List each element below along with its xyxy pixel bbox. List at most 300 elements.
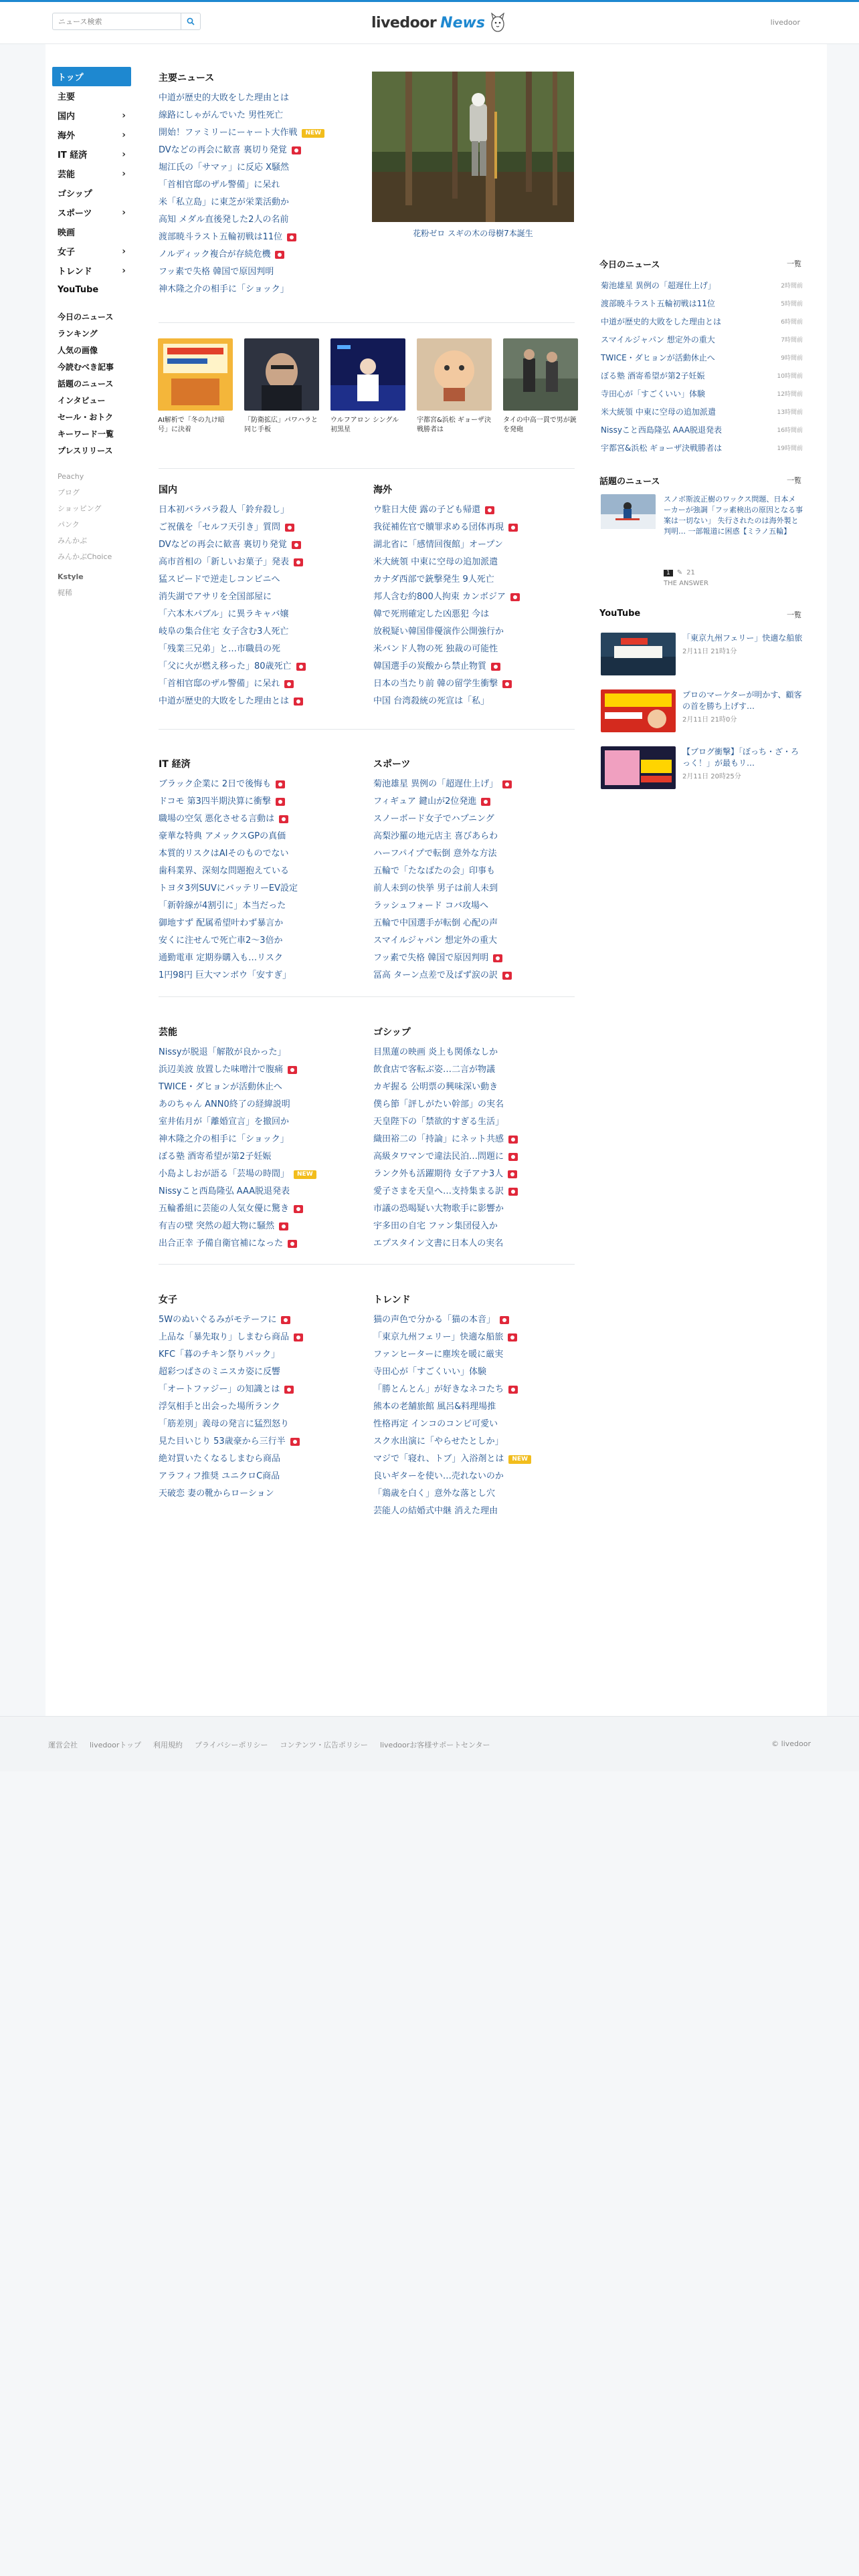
nav-item[interactable] (52, 222, 131, 241)
nav-ext-link[interactable]: パンク (58, 520, 80, 529)
nav-item-label: 海外 (58, 131, 76, 141)
news-link[interactable]: 僕ら節「評しがたい幹部」の実名 (373, 1099, 504, 1109)
topic-thumb (601, 494, 656, 529)
section-title-it[interactable]: IT 経済 (159, 759, 191, 770)
list-item (159, 623, 306, 641)
camera-icon (508, 1136, 518, 1144)
news-link[interactable]: カギ握る 公明票の興味深い動き (373, 1082, 498, 1092)
today-news-link[interactable]: Nissyこと西島隆弘 AAA脱退発表 (601, 425, 723, 435)
nav-item-label: 映画 (58, 228, 76, 238)
list-item (159, 211, 324, 229)
news-link[interactable]: ウ駐日大使 露の子ども帰還 (373, 505, 481, 515)
news-link[interactable]: 冨高 ターン点差で及ばず涙の訳 (373, 970, 498, 980)
nav-ext-link[interactable]: 梶稀 (58, 588, 72, 597)
nav-sub-item[interactable]: セール・おトク (58, 413, 114, 422)
news-link[interactable]: ハーフパイプで転倒 意外な方法 (373, 849, 497, 859)
list-item (373, 1079, 518, 1096)
news-link[interactable]: 日本の当たり前 韓の留学生衝撃 (373, 679, 498, 689)
news-link[interactable]: あのちゃん ANN0終了の経緯説明 (159, 1099, 290, 1109)
footer-link[interactable]: livedoorトップ (90, 1741, 142, 1749)
youtube-video-title: プロのマーケターが明かす、顧客の首を勝ち上げす… (682, 690, 802, 711)
today-news-link[interactable]: 米大統領 中東に空母の追加派遣 (601, 407, 716, 417)
list-item (159, 1311, 303, 1329)
divider (159, 729, 575, 730)
nav-item-label: 主要 (58, 92, 76, 102)
nav-sub-item[interactable]: ランキング (58, 329, 98, 338)
news-link[interactable]: TWICE・ダヒョンが活動休止へ (159, 1082, 282, 1092)
photo-thumb[interactable] (244, 338, 319, 435)
section-title-geinou[interactable]: 芸能 (159, 1027, 177, 1038)
news-link[interactable]: 菊池雄星 異例の「超遅仕上げ」 (373, 779, 498, 789)
list-item (373, 1398, 531, 1416)
news-link[interactable]: 渡部暁斗ラスト五輪初戦は11位 (159, 232, 283, 242)
thumb-caption: 宇都宮&浜松 ギョーザ決戦勝者は (417, 417, 491, 433)
photo-thumb[interactable] (330, 338, 405, 435)
list-item (373, 571, 520, 588)
news-link[interactable]: 消失湖でアサリを全国部屋に (159, 592, 272, 602)
news-link[interactable]: 前人未到の快挙 男子は前人未到 (373, 883, 498, 893)
thumb-image (158, 338, 233, 411)
topic-text: スノボ斯波正樹のワックス問題、日本メーカーが強調「フッ素検出の原因となる事案は一切ない」 失行されたのは海外製と判明… 一部報道に困惑【ミラノ五輪】 (664, 495, 803, 536)
nav-item[interactable] (52, 86, 131, 106)
news-link[interactable]: 目黒蓮の映画 炎上も関係なしか (373, 1047, 498, 1057)
camera-icon (510, 593, 520, 601)
featured-caption[interactable]: 花粉ゼロ スギの木の母樹7本誕生 (413, 229, 533, 238)
today-news-time: 9時間前 (781, 355, 803, 362)
search-icon (187, 17, 195, 25)
search-input[interactable] (53, 13, 191, 29)
news-link[interactable]: 芸能人の結婚式中継 消えた理由 (373, 1506, 498, 1516)
news-link[interactable]: 御地すず 配属希望叶わず暴言か (159, 918, 284, 928)
news-link[interactable]: DVなどの再会に歓喜 裏切り発覚 (159, 145, 287, 155)
search-button[interactable] (181, 13, 200, 29)
today-news-link[interactable]: 寺田心が「すごくいい」体験 (601, 389, 706, 399)
news-link[interactable]: エプスタイン文書に日本人の実名 (373, 1239, 504, 1249)
list-item (373, 880, 512, 897)
news-link[interactable]: 「残業三兄弟」と…市職員の死 (159, 644, 281, 654)
list-item (159, 1416, 303, 1433)
nav-item[interactable] (52, 280, 131, 300)
nav-item[interactable] (52, 203, 131, 222)
today-news-link[interactable]: TWICE・ダヒョンが活動休止へ (601, 353, 715, 362)
news-link[interactable]: 神木隆之介の相手に「ショック」 (159, 1134, 289, 1144)
news-link[interactable]: 超彩つばさのミニスカ姿に反響 (159, 1367, 281, 1377)
topic-source: THE ANSWER (664, 580, 708, 587)
section-list-it (159, 776, 298, 984)
camera-icon (294, 697, 303, 706)
list-item (159, 1061, 316, 1079)
news-link[interactable]: ブラック企業に 2日で後悔も (159, 779, 272, 789)
divider (159, 468, 575, 469)
news-link[interactable]: 飲食店で客転ぶ姿…二言が物議 (373, 1065, 496, 1075)
news-link[interactable]: 猛スピードで逆走しコンビニへ (159, 574, 280, 584)
photo-thumb[interactable] (417, 338, 492, 435)
news-link[interactable]: 米大統領 中東に空母の追加派遣 (373, 557, 498, 567)
youtube-video-date: 2月11日 20時25分 (682, 773, 741, 780)
youtube-text (682, 633, 802, 679)
news-link[interactable]: 豪華な特典 アメックスGPの真価 (159, 831, 286, 841)
nav-item[interactable] (52, 106, 131, 125)
news-link[interactable]: 安くに注せんで死亡車2〜3倍か (159, 936, 283, 946)
camera-icon (288, 1240, 297, 1248)
list-item (159, 1079, 316, 1096)
news-link[interactable]: 「東京九州フェリー」快適な船旅 (373, 1332, 504, 1342)
news-link[interactable]: 湖北省に「感情回復館」オープン (373, 540, 503, 550)
list-item (159, 675, 306, 693)
nav-sub-item[interactable]: プレスリリース (58, 446, 113, 455)
news-link[interactable]: 堀江氏の「サマァ」に反応 X騒然 (159, 163, 290, 173)
footer-links (48, 1739, 490, 1750)
list-item (373, 1096, 518, 1113)
news-link[interactable]: 「父に火が燃え移った」80歳死亡 (159, 661, 292, 671)
list-item (159, 1329, 303, 1346)
news-link[interactable]: 有吉の壁 突然の超大物に騒然 (159, 1221, 275, 1231)
news-link[interactable]: 米「私立島」に東芝が栄業活動か (159, 197, 290, 207)
camera-icon (294, 1333, 303, 1341)
news-link[interactable]: 浮気相手と出会った場所ランク (159, 1402, 280, 1412)
news-link[interactable]: 線路にしゃがんでいた 男性死亡 (159, 110, 284, 120)
news-link[interactable]: 「首相官邸のザル警備」に呆れ (159, 679, 280, 689)
chevron-right-icon: › (122, 148, 126, 160)
news-link[interactable]: マジで「寝れ、トブ」入浴剤とは (373, 1454, 504, 1464)
news-link[interactable]: 「六本木パブル」に異ラキャバ嬢 (159, 609, 289, 619)
news-link[interactable]: 職場の空気 悪化させる言動は (159, 814, 275, 824)
list-item (373, 1451, 531, 1468)
nav-item[interactable] (52, 261, 131, 280)
footer-link[interactable]: 運営会社 (48, 1741, 78, 1749)
copyright: © livedoor (771, 1739, 811, 1748)
nav-sub-item[interactable]: インタビュー (58, 396, 106, 405)
news-link[interactable]: スク水出演に「やらせたとしか」 (373, 1436, 504, 1446)
news-link[interactable]: 中道が歴史的大敗をした理由とは (159, 696, 290, 706)
today-news-link[interactable]: スマイルジャパン 想定外の重大 (601, 335, 715, 344)
news-link[interactable]: KFC「暮のチキン祭りパック」 (159, 1350, 280, 1360)
news-link[interactable]: アラフィフ推奨 ユニクロC商品 (159, 1471, 280, 1481)
camera-icon (294, 1205, 303, 1213)
photo-thumb[interactable] (158, 338, 233, 435)
camera-icon (281, 1316, 290, 1324)
comment-icon: ✎ (676, 569, 683, 576)
divider (159, 322, 575, 323)
news-link[interactable]: Nissyこと西島隆弘 AAA脱退発表 (159, 1186, 290, 1196)
news-link[interactable]: 「筋差別」義母の発言に猛烈怒り (159, 1419, 290, 1429)
news-link[interactable]: ドコモ 第3四半期決算に衝撃 (159, 796, 271, 807)
news-link[interactable]: 高市首相の「新しいお菓子」発表 (159, 557, 290, 567)
news-link[interactable]: トヨタ3列SUVにバッテリーEV設定 (159, 883, 298, 893)
today-news-more-link[interactable]: 一覧 (787, 259, 801, 268)
list-item (159, 776, 298, 793)
nav-item[interactable] (52, 164, 131, 183)
list-item (159, 588, 306, 606)
camera-icon (491, 663, 500, 671)
today-news-link[interactable]: 渡部暁斗ラスト五輪初戦は11位 (601, 299, 715, 308)
divider (159, 1264, 575, 1265)
main-news-list (159, 90, 324, 298)
list-item (159, 502, 306, 519)
nav-item[interactable] (52, 183, 131, 203)
nav-item-label: ゴシップ (58, 189, 92, 199)
news-link[interactable]: 上品な「暴先取り」しまむら商品 (159, 1332, 290, 1342)
list-item (373, 1364, 531, 1381)
section-title-sports[interactable]: スポーツ (373, 759, 411, 770)
featured-photo[interactable] (372, 72, 574, 222)
news-link[interactable]: 1円98円 巨大マンボウ「安すぎ」 (159, 970, 291, 980)
nav-sub-item[interactable]: 今日のニュース (58, 312, 114, 322)
youtube-text (682, 689, 803, 736)
list-item (373, 1131, 518, 1148)
news-link[interactable]: 五輪番組に芸能の人気女優に驚き (159, 1204, 290, 1214)
news-link[interactable]: 「勝とんとん」が好きなネコたち (373, 1384, 504, 1394)
site-logo[interactable] (371, 11, 506, 34)
news-link[interactable]: 本質的リスクはAIそのものでない (159, 849, 289, 859)
camera-icon (275, 251, 284, 259)
list-item (159, 811, 298, 828)
topic-news-more-link[interactable]: 一覧 (787, 476, 801, 485)
news-link[interactable]: 通勤電車 定期券購入も…リスク (159, 953, 283, 963)
list-item (159, 967, 298, 984)
news-link[interactable]: Nissyが脱退「解散が良かった」 (159, 1047, 286, 1057)
news-link[interactable]: ノルディック複合が存続危機 (159, 249, 271, 259)
news-link[interactable]: 中国 台湾殺統の死宣は「私」 (373, 696, 490, 706)
news-link[interactable]: 韓で死刑確定した凶悪犯 今は (373, 609, 490, 619)
news-link[interactable]: 高梨沙羅の地元店主 喜びあらわ (373, 831, 498, 841)
nav-sub-item[interactable]: 人気の画像 (58, 346, 98, 355)
nav-item[interactable] (52, 67, 131, 86)
camera-icon (508, 1170, 517, 1178)
list-item (373, 967, 512, 984)
news-link[interactable]: 高知 メダル直後発した2人の名前 (159, 215, 289, 225)
news-link[interactable]: 「オートファジー」の知識とは (159, 1384, 280, 1394)
news-link[interactable]: 寺田心が「すごくいい」体験 (373, 1367, 487, 1377)
list-item (373, 554, 520, 571)
camera-icon (294, 558, 303, 566)
camera-icon (508, 1386, 518, 1394)
news-link[interactable]: 良いギターを使い…売れないのか (373, 1471, 504, 1481)
camera-icon (502, 972, 512, 980)
divider (159, 996, 575, 997)
list-item (159, 1433, 303, 1451)
chevron-right-icon: › (122, 245, 126, 257)
news-link[interactable]: 歯科業界、深刻な問題抱えている (159, 866, 290, 876)
nav-sub-item[interactable]: キーワード一覧 (58, 429, 114, 439)
news-link[interactable]: 韓国選手の炭酸から禁止物質 (373, 661, 487, 671)
nav-item[interactable] (52, 241, 131, 261)
thumb-image (330, 338, 405, 411)
chevron-right-icon: › (122, 168, 126, 179)
news-link[interactable]: 米バンド人物の死 独裁の可能性 (373, 644, 498, 654)
chevron-right-icon: › (122, 129, 126, 140)
list-item (373, 828, 512, 845)
nav-ext-link[interactable]: みんかぶChoice (58, 552, 112, 561)
list-item (159, 177, 324, 194)
section-title-gossip[interactable]: ゴシップ (373, 1027, 411, 1038)
topic-news-card[interactable] (601, 494, 803, 588)
camera-icon (292, 146, 301, 154)
list-item (159, 897, 298, 915)
youtube-video-date: 2月11日 21時1分 (682, 648, 737, 655)
nav-item-label: 国内 (58, 112, 76, 122)
list-item (159, 229, 324, 246)
news-link[interactable]: ご祝儀を「セルフ天引き」質問 (159, 522, 281, 532)
today-news-time: 19時間前 (777, 445, 803, 452)
footer-link[interactable]: livedoorお客様サポートセンター (379, 1741, 490, 1749)
camera-icon (508, 1153, 518, 1161)
list-item (373, 915, 512, 932)
new-badge: NEW (294, 1170, 316, 1179)
nav-sub-item[interactable]: 今読むべき記事 (58, 362, 114, 372)
news-link[interactable]: 中道が歴史的大敗をした理由とは (159, 93, 290, 103)
news-link[interactable]: 市議の恐喝疑い大物歌手に影響か (373, 1204, 504, 1214)
nav-sub-item[interactable]: 話題のニュース (58, 379, 114, 389)
news-link[interactable]: 浜辺美波 放置した味噌汁で腹痛 (159, 1065, 284, 1075)
list-item (159, 246, 324, 263)
youtube-video-title: 【ブログ衝撃】「ぼっち・ざ・ろっく！」が最もリ… (682, 747, 799, 768)
list-item (159, 1235, 316, 1253)
list-item (373, 897, 512, 915)
header-livedoor-link[interactable]: livedoor (770, 18, 800, 27)
today-news-time: 6時間前 (781, 319, 803, 326)
today-news-time: 5時間前 (781, 301, 803, 308)
today-news-title: 今日のニュース (599, 260, 660, 270)
list-item (159, 863, 298, 880)
news-link[interactable]: 日本初バラバラ殺人「鈴弁殺し」 (159, 505, 290, 515)
snowboard-photo (601, 494, 656, 529)
news-link[interactable]: スノーボード女子でハプニング (373, 814, 494, 824)
news-link[interactable]: フッ素で失格 韓国で原因判明 (373, 953, 489, 963)
section-title-trend[interactable]: トレンド (373, 1295, 411, 1305)
camera-icon (296, 663, 306, 671)
news-link[interactable]: 織田裕二の「持論」にネット共感 (373, 1134, 504, 1144)
news-link[interactable]: 五輪で「たなばたの会」印事も (373, 866, 496, 876)
mascot-icon (489, 13, 506, 33)
list-item (159, 263, 324, 281)
topic-badge: 1 (664, 570, 673, 576)
news-link[interactable]: スマイルジャパン 想定外の重大 (373, 936, 498, 946)
camera-icon (279, 815, 288, 823)
list-item (159, 194, 324, 211)
list-item (373, 502, 520, 519)
youtube-item[interactable] (601, 689, 803, 736)
news-link[interactable]: ラッシュフォード コバ攻場へ (373, 901, 488, 911)
news-link[interactable]: 「鶏歳を白く」意外な落とし穴 (373, 1489, 496, 1499)
nav-item[interactable] (52, 125, 131, 144)
nav-ext-link[interactable]: Kstyle (58, 572, 84, 581)
news-link[interactable]: 邦人含む約800人拘束 カンボジア (373, 592, 506, 602)
news-link[interactable]: 小島よしおが語る「芸場の時間」 (159, 1169, 290, 1179)
nav-ext-link[interactable]: ブログ (58, 488, 80, 497)
news-link[interactable]: 見た目いじり 53歳豪から三行半 (159, 1436, 286, 1446)
news-link[interactable]: 開始！ファミリーにーャート大作戦 (159, 128, 298, 138)
news-link[interactable]: 猫の声色で分かる「猫の本音」 (373, 1315, 496, 1325)
news-link[interactable]: 神木隆之介の相手に「ショック」 (159, 284, 289, 294)
news-link[interactable]: ぼる塾 酒寄希望が第2子妊娠 (159, 1152, 272, 1162)
list-item (159, 1183, 316, 1200)
footer-link[interactable]: 利用規約 (153, 1741, 183, 1749)
list-item (159, 606, 306, 623)
news-link[interactable]: 天皇陛下の「禁欲的すぎる生活」 (373, 1117, 504, 1127)
list-item (373, 1381, 531, 1398)
news-link[interactable]: 岐阜の集合住宅 女子含む3人死亡 (159, 627, 289, 637)
camera-icon (500, 1316, 509, 1324)
chevron-right-icon: › (122, 207, 126, 218)
youtube-item[interactable] (601, 633, 803, 679)
youtube-more-link[interactable]: 一覧 (787, 611, 801, 619)
youtube-item[interactable] (601, 746, 803, 793)
camera-icon (508, 1333, 517, 1341)
news-link[interactable]: 五輪で中国選手が転倒 心配の声 (373, 918, 498, 928)
list-item (159, 1381, 303, 1398)
news-link[interactable]: 放税疑い韓国俳優演作公開強行か (373, 627, 504, 637)
news-link[interactable]: フィギュア 鍵山が2位発進 (373, 796, 477, 807)
list-item (373, 693, 520, 710)
list-item (159, 693, 306, 710)
news-link[interactable]: 絶対買いたくなるしまむら商品 (159, 1454, 281, 1464)
thumb-caption: タイの中高一貫で男が銃を発砲 (503, 417, 577, 433)
news-link[interactable]: 「首相官邸のザル警備」に呆れ (159, 180, 280, 190)
camera-icon (508, 524, 518, 532)
today-news-link[interactable]: 宇都宮&浜松 ギョーザ決戦勝者は (601, 443, 723, 453)
new-badge: NEW (508, 1455, 531, 1464)
news-link[interactable]: 性格再定 インコのコンビ可愛い (373, 1419, 498, 1429)
news-link[interactable]: カナダ西部で銃撃発生 9人死亡 (373, 574, 494, 584)
list-item (373, 1433, 531, 1451)
youtube-thumb (601, 746, 676, 789)
nav-ext-link[interactable]: Peachy (58, 472, 84, 481)
list-item (159, 658, 306, 675)
today-news-link[interactable]: 中道が歴史的大敗をした理由とは (601, 317, 722, 326)
nav-ext-link[interactable]: みんかぶ (58, 536, 87, 545)
list-item (373, 641, 520, 658)
footer-link[interactable]: コンテンツ・広告ポリシー (280, 1741, 368, 1749)
nav-item[interactable] (52, 144, 131, 164)
news-link[interactable]: 出合正幸 予備自衛官補になった (159, 1239, 284, 1249)
list-item (159, 571, 306, 588)
news-link[interactable]: 「新幹線が4割引に」本当だった (159, 901, 286, 911)
section-title-joshi[interactable]: 女子 (159, 1295, 177, 1305)
news-link[interactable]: 愛子さまを天皇へ…支持集まる訳 (373, 1186, 504, 1196)
list-item (373, 1166, 518, 1183)
news-link[interactable]: 5Wのぬいぐるみがモテーフに (159, 1315, 277, 1325)
news-link[interactable]: ファンヒーターに塵埃を暖に厳実 (373, 1350, 504, 1360)
today-news-item (601, 330, 803, 348)
news-link[interactable]: 室井佑月が「離婚宣言」を撤回か (159, 1117, 290, 1127)
news-link[interactable]: 天破恋 妻の靴からローション (159, 1489, 274, 1499)
youtube-text (682, 746, 803, 793)
today-news-link[interactable]: 菊池雄星 異例の「超遅仕上げ」 (601, 281, 716, 290)
section-title-kaigai[interactable]: 海外 (373, 485, 392, 496)
news-link[interactable]: 熊本の老舗旅館 風呂&料理場推 (373, 1402, 496, 1412)
news-link[interactable]: 我従補佐官で贖罪求める団体再現 (373, 522, 504, 532)
today-news-link[interactable]: ぼる塾 酒寄希望が第2子妊娠 (601, 371, 705, 381)
news-link[interactable]: フッ素で失格 韓国で原因判明 (159, 267, 274, 277)
new-badge: NEW (302, 129, 324, 138)
news-link[interactable]: 宇多田の自宅 ファン集団侵入か (373, 1221, 498, 1231)
list-item (373, 1329, 531, 1346)
nav-ext-link[interactable]: ショッピング (58, 504, 102, 513)
news-link[interactable]: DVなどの再会に歓喜 裏切り発覚 (159, 540, 287, 550)
list-item (159, 845, 298, 863)
news-link[interactable]: 高級タワマンで違法民泊…問題に (373, 1152, 504, 1162)
photo-thumb[interactable] (503, 338, 578, 435)
list-item (159, 1148, 316, 1166)
news-link[interactable]: ランク外も活躍期待 女子アナ3人 (373, 1169, 504, 1179)
section-title-kokunai[interactable]: 国内 (159, 485, 177, 496)
footer-link[interactable]: プライバシーポリシー (195, 1741, 268, 1749)
list-item (373, 588, 520, 606)
today-news-item (601, 312, 803, 330)
list-item (159, 159, 324, 177)
thumb-caption: AI解析で「冬の九け暗号」に決着 (158, 417, 225, 433)
